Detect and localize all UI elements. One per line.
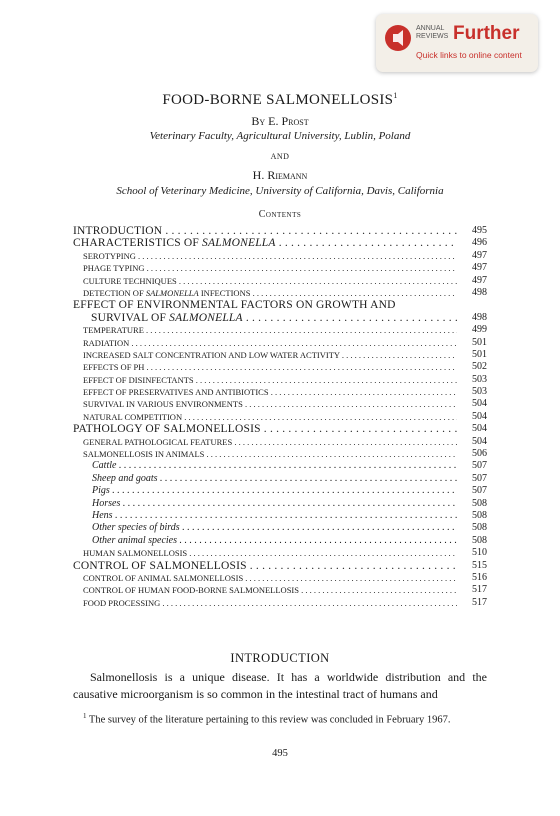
- toc-page-number: 517: [472, 584, 487, 596]
- toc-entry[interactable]: [73, 275, 487, 287]
- affiliation-2: School of Veterinary Medicine, University of California, Davis, California: [116, 185, 444, 197]
- toc-page-number: 515: [472, 559, 487, 571]
- toc-entry-title: [73, 225, 457, 237]
- toc-entry-text: CULTURE TECHNIQUES: [83, 275, 177, 286]
- toc-page-number: 501: [472, 348, 487, 360]
- toc-page-number: 503: [472, 373, 487, 385]
- footnote-mark: 1: [83, 712, 87, 720]
- author-1: By E. Prost: [251, 114, 309, 128]
- toc-entry-text: SURVIVAL IN VARIOUS ENVIRONMENTS: [83, 399, 243, 410]
- toc-entry-text: RADIATION: [83, 337, 130, 348]
- toc-page-number: 498: [472, 286, 487, 298]
- toc-entry[interactable]: [73, 547, 487, 559]
- toc-entry-title: [73, 237, 457, 249]
- toc-entry-text: HUMAN SALMONELLOSIS: [83, 548, 188, 559]
- toc-entry-title: [73, 498, 457, 510]
- toc-entry[interactable]: [73, 386, 487, 398]
- toc-page-number: 507: [472, 472, 487, 484]
- toc-entry[interactable]: [73, 398, 487, 410]
- toc-entry-text: EFFECT OF DISINFECTANTS: [83, 374, 194, 385]
- author-2: H. Riemann: [252, 168, 308, 182]
- toc-entry-text: CHARACTERISTICS OF: [73, 237, 203, 250]
- annual-reviews-wordmark: [416, 25, 448, 41]
- toc-entry-title: [73, 287, 457, 299]
- toc-page-number: 504: [472, 435, 487, 447]
- affiliation-1: Veterinary Faculty, Agricultural University, Lublin, Poland: [149, 130, 411, 142]
- toc-page-number: 506: [472, 448, 487, 460]
- toc-entry-text: SALMONELLOSIS IN ANIMALS: [83, 449, 205, 460]
- toc-entry-text: Hens: [92, 509, 113, 521]
- toc-page-number: 502: [472, 361, 487, 373]
- toc-entry[interactable]: [73, 250, 487, 262]
- toc-entry-title: [73, 448, 457, 460]
- toc-page-number: 516: [472, 571, 487, 583]
- quick-links-label[interactable]: Quick links to online content: [416, 50, 522, 60]
- toc-entry-text: Sheep and goats: [92, 472, 158, 484]
- toc-page-number: 517: [472, 596, 487, 608]
- toc-entry-text: EFFECT OF ENVIRONMENTAL FACTORS ON GROWTH AND: [73, 299, 396, 312]
- toc-entry-title: [73, 423, 457, 435]
- toc-entry[interactable]: [73, 324, 487, 336]
- toc-entry[interactable]: [73, 498, 487, 510]
- toc-entry[interactable]: [73, 560, 487, 572]
- toc-entry-title: [73, 324, 457, 336]
- toc-entry-title: [73, 572, 457, 584]
- toc-entry[interactable]: [73, 597, 487, 609]
- toc-entry[interactable]: [73, 349, 487, 361]
- page-number: 495: [272, 748, 288, 759]
- toc-page-number: 499: [472, 324, 487, 336]
- toc-page-number: 495: [472, 225, 487, 236]
- toc-entry[interactable]: [73, 473, 487, 485]
- badge-line2: REVIEWS: [416, 33, 449, 40]
- toc-entry[interactable]: [73, 572, 487, 584]
- toc-entry-italic: SALMONELLA: [145, 287, 199, 298]
- toc-entry-italic: SALMONELLA: [169, 311, 243, 324]
- toc-entry-text: Horses: [92, 497, 121, 509]
- and-separator: AND: [270, 152, 290, 161]
- toc-entry-title: [73, 522, 457, 534]
- further-label: Further: [453, 23, 520, 44]
- toc-entry[interactable]: [73, 522, 487, 534]
- toc-page-number: 503: [472, 386, 487, 398]
- toc-entry-title: [73, 299, 457, 311]
- toc-entry-title: [73, 584, 457, 596]
- footnote-text: The survey of the literature pertaining to this review was concluded in February 1967.: [86, 714, 451, 726]
- table-of-contents: [73, 225, 487, 609]
- toc-entry-title: [73, 510, 457, 522]
- toc-entry-title: [73, 312, 457, 324]
- toc-entry-text: PHAGE TYPING: [83, 263, 145, 274]
- toc-page-number: 504: [472, 410, 487, 422]
- toc-page-number: 498: [472, 311, 487, 323]
- toc-entry-text: INTRODUCTION: [73, 225, 163, 237]
- toc-entry-text: GENERAL PATHOLOGICAL FEATURES: [83, 436, 233, 447]
- toc-entry-text: CONTROL OF ANIMAL SALMONELLOSIS: [83, 572, 244, 583]
- toc-entry[interactable]: [73, 337, 487, 349]
- toc-entry[interactable]: [73, 237, 487, 249]
- toc-entry-text: SEROTYPING: [83, 250, 136, 261]
- toc-entry[interactable]: [73, 436, 487, 448]
- toc-entry-title: [73, 547, 457, 559]
- toc-entry-title: [73, 460, 457, 472]
- toc-entry[interactable]: [73, 510, 487, 522]
- annual-reviews-further-badge[interactable]: [376, 14, 538, 72]
- toc-entry-title: [73, 250, 457, 262]
- badge-line1: ANNUAL: [416, 25, 445, 32]
- toc-entry-title: [73, 436, 457, 448]
- toc-entry-text: SURVIVAL OF: [91, 311, 170, 324]
- article-title: [0, 91, 560, 109]
- toc-entry-title: [73, 349, 457, 361]
- toc-entry-title: [73, 535, 457, 547]
- body-paragraph: Salmonellosis is a unique disease. It has a worldwide distribution and the causative microorganism is so common in the intestinal tract of humans and: [73, 670, 487, 701]
- toc-entry-title: [73, 473, 457, 485]
- toc-entry-title: [73, 386, 457, 398]
- toc-page-number: 497: [472, 262, 487, 274]
- toc-entry-title: [73, 337, 457, 349]
- further-logo-icon: [385, 25, 411, 51]
- toc-entry[interactable]: [73, 361, 487, 373]
- toc-page-number: 510: [472, 547, 487, 559]
- toc-page-number: 508: [472, 534, 487, 546]
- toc-entry-title: [73, 411, 457, 423]
- section-heading: INTRODUCTION: [230, 651, 330, 665]
- toc-entry-text: Other species of birds: [92, 522, 180, 534]
- toc-page-number: 496: [472, 237, 487, 249]
- toc-entry[interactable]: [73, 411, 487, 423]
- toc-entry-title: [73, 262, 457, 274]
- toc-entry[interactable]: [73, 312, 487, 324]
- toc-entry-title: [73, 560, 457, 572]
- toc-entry[interactable]: [73, 374, 487, 386]
- toc-page-number: 507: [472, 485, 487, 497]
- title-text: FOOD-BORNE SALMONELLOSIS: [162, 92, 394, 108]
- toc-entry-title: [73, 275, 457, 287]
- toc-entry-title: [73, 485, 457, 497]
- title-footnote-mark[interactable]: 1: [393, 91, 398, 100]
- toc-entry-text: Cattle: [92, 460, 117, 472]
- toc-entry-text: TEMPERATURE: [83, 325, 144, 336]
- footnote: [73, 709, 487, 728]
- toc-entry[interactable]: [73, 262, 487, 274]
- toc-page-number: 504: [472, 398, 487, 410]
- toc-entry-title: [73, 374, 457, 386]
- toc-entry[interactable]: [73, 584, 487, 596]
- toc-entry[interactable]: [73, 423, 487, 435]
- contents-heading: Contents: [258, 209, 302, 220]
- toc-page-number: 508: [472, 509, 487, 521]
- toc-entry-suffix: INFECTIONS: [198, 287, 251, 298]
- toc-entry-text: CONTROL OF SALMONELLOSIS: [73, 559, 247, 572]
- toc-entry[interactable]: [73, 535, 487, 547]
- toc-page-number: 501: [472, 336, 487, 348]
- toc-entry-text: DETECTION OF: [83, 287, 146, 298]
- toc-entry[interactable]: [73, 460, 487, 472]
- toc-page-number: 508: [472, 497, 487, 509]
- toc-entry[interactable]: [73, 287, 487, 299]
- toc-entry-text: CONTROL OF HUMAN FOOD-BORNE SALMONELLOSIS: [83, 585, 299, 596]
- toc-page-number: 497: [472, 274, 487, 286]
- toc-entry-text: FOOD PROCESSING: [83, 597, 161, 608]
- toc-page-number: 504: [472, 423, 487, 435]
- toc-entry-text: PATHOLOGY OF SALMONELLOSIS: [73, 423, 261, 436]
- toc-entry[interactable]: [73, 448, 487, 460]
- toc-entry[interactable]: [73, 299, 487, 311]
- toc-entry-text: Other animal species: [92, 534, 177, 546]
- toc-entry-title: [73, 398, 457, 410]
- toc-entry-text: EFFECT OF PRESERVATIVES AND ANTIBIOTICS: [83, 387, 269, 398]
- toc-entry-text: NATURAL COMPETITION: [83, 411, 183, 422]
- toc-entry-text: EFFECTS OF PH: [83, 362, 145, 373]
- toc-entry-text: Pigs: [92, 485, 110, 497]
- toc-entry-italic: SALMONELLA: [202, 237, 276, 250]
- toc-page-number: 508: [472, 522, 487, 534]
- toc-entry-title: [73, 597, 457, 609]
- toc-page-number: 507: [472, 460, 487, 472]
- toc-page-number: 497: [472, 249, 487, 261]
- toc-entry[interactable]: [73, 485, 487, 497]
- toc-entry-text: INCREASED SALT CONCENTRATION AND LOW WATER ACTIVITY: [83, 349, 340, 360]
- toc-entry-title: [73, 361, 457, 373]
- toc-entry[interactable]: [73, 225, 487, 237]
